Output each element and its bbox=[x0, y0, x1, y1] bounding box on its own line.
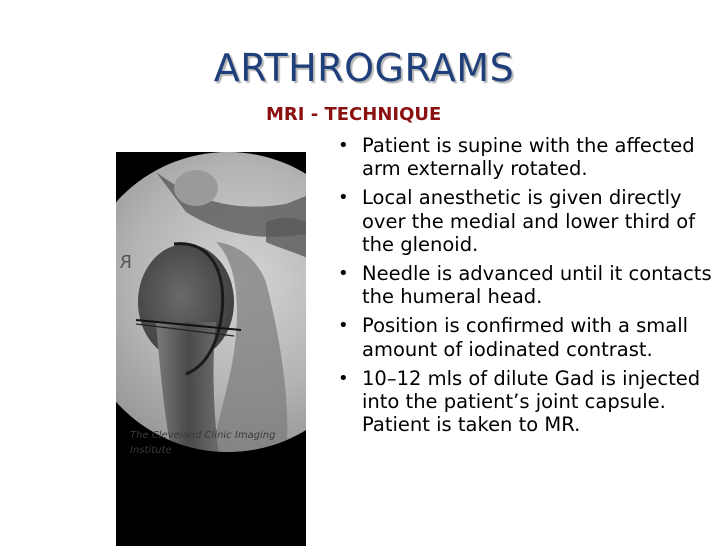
bullet-text: Position is confirmed with a small amount of iodinated contrast. bbox=[362, 314, 689, 361]
bullet-text: 10–12 mls of dilute Gad is injected into the patient’s joint capsule. Patient is taken to MR. bbox=[362, 366, 701, 437]
fluoroscopy-image bbox=[116, 152, 306, 546]
bullet-dot: • bbox=[338, 263, 349, 285]
bullet-dot: • bbox=[338, 187, 349, 209]
bullet-dot: • bbox=[338, 367, 349, 389]
slide-subtitle: MRI - TECHNIQUE bbox=[266, 104, 442, 125]
bullet-dot: • bbox=[338, 135, 349, 156]
bullet-item bbox=[332, 314, 722, 360]
bullet-text: Needle is advanced until it contacts the humeral head. bbox=[362, 262, 712, 309]
bullet-text: Local anesthetic is given directly over the medial and lower third of the glenoid. bbox=[362, 186, 696, 256]
shoulder-xray-graphic bbox=[116, 152, 306, 546]
slide-title: ARTHROGRAMS bbox=[213, 46, 515, 90]
bullet-item bbox=[332, 134, 722, 180]
bullet-list bbox=[332, 134, 722, 442]
image-credit: The Cleveland Clinic Imaging Institute bbox=[130, 430, 276, 456]
bullet-item bbox=[332, 262, 722, 308]
marker-letter: R bbox=[119, 252, 132, 273]
bullet-item bbox=[332, 367, 722, 437]
bullet-dot: • bbox=[338, 315, 349, 337]
bullet-text: Patient is supine with the affected arm externally rotated. bbox=[362, 134, 695, 181]
bullet-item bbox=[332, 186, 722, 256]
